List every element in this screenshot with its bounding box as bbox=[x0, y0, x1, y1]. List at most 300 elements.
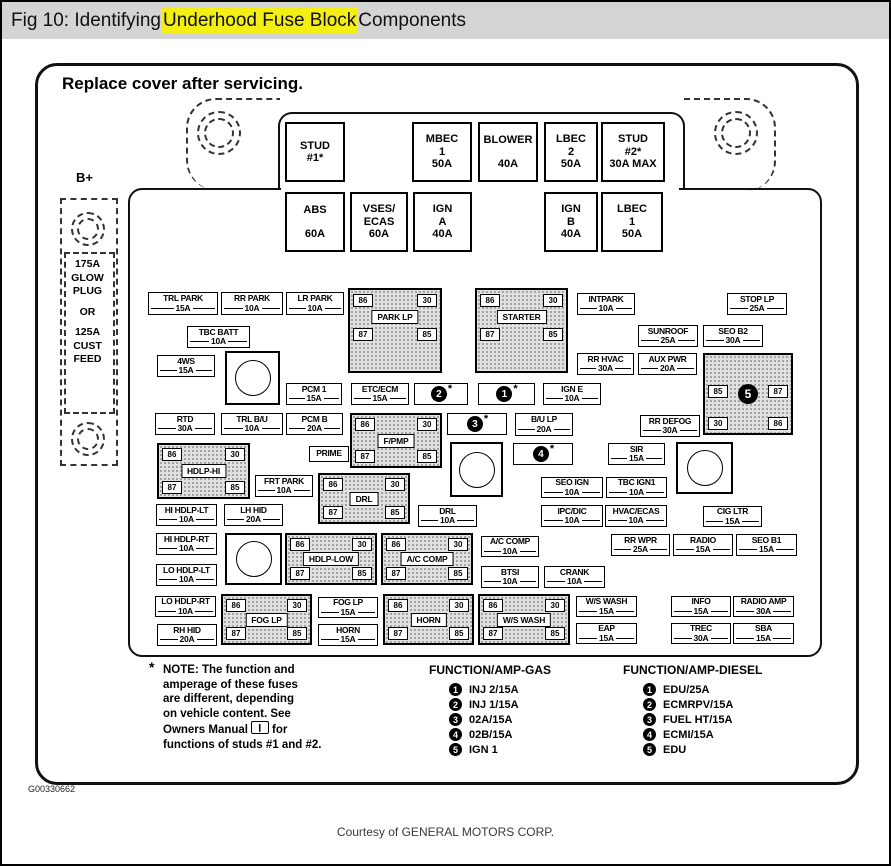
terminal-85: 85 bbox=[417, 328, 437, 341]
terminal-86: 86 bbox=[355, 418, 375, 431]
fuse-name: SUNROOF bbox=[647, 325, 689, 336]
maxi-fuse-line: LBEC bbox=[556, 133, 586, 146]
fuse-amp-value: 30A bbox=[693, 632, 709, 643]
fuse-amp-value: 10A bbox=[179, 543, 194, 554]
terminal-87: 87 bbox=[480, 328, 500, 341]
fuse-amp-value: 15A bbox=[372, 393, 388, 404]
fuse-rr-wpr bbox=[611, 534, 670, 556]
maxi-fuse-line: 50A bbox=[560, 158, 582, 171]
relay-socket bbox=[225, 351, 280, 405]
fuse-number-badge: 2 bbox=[431, 386, 447, 402]
terminal-30: 30 bbox=[287, 599, 307, 612]
fuse-amp bbox=[606, 516, 666, 525]
terminal-86: 86 bbox=[768, 417, 788, 430]
relay-socket bbox=[676, 442, 733, 494]
fuse-amp bbox=[319, 608, 377, 617]
fuse-name: HI HDLP-LT bbox=[164, 504, 209, 515]
fuse-name: TREC bbox=[690, 623, 712, 634]
fuse-info bbox=[671, 596, 731, 617]
function-label: ECMRPV/15A bbox=[663, 698, 734, 711]
fuse-amp bbox=[157, 575, 216, 584]
fuse-amp bbox=[728, 304, 786, 313]
side-feed-line: GLOW bbox=[71, 271, 104, 284]
fuse-amp bbox=[188, 337, 249, 346]
maxi-fuse-line: 30A MAX bbox=[609, 158, 657, 171]
fuse-sunroof bbox=[638, 325, 698, 347]
terminal-30: 30 bbox=[449, 599, 469, 612]
fuse-amp bbox=[672, 634, 730, 643]
terminal-85: 85 bbox=[417, 450, 437, 463]
fuse-amp-value: 10A bbox=[276, 485, 292, 496]
fuse-name: DRL bbox=[439, 505, 456, 516]
socket-circle-icon bbox=[236, 541, 272, 577]
fuse-lo-hdlp-lt bbox=[156, 564, 217, 586]
fuse-amp bbox=[704, 517, 761, 526]
terminal-87: 87 bbox=[355, 450, 375, 463]
terminal-85: 85 bbox=[352, 567, 372, 580]
function-number-badge: 1 bbox=[449, 683, 462, 696]
footnote-line: functions of studs #1 and #2. bbox=[163, 738, 322, 751]
relay-name: A/C COMP bbox=[401, 552, 454, 566]
function-label: FUEL HT/15A bbox=[663, 713, 733, 726]
maxi-fuse-stud-2-30a-max bbox=[601, 122, 665, 182]
fuse-hvac-ecas bbox=[605, 505, 667, 527]
terminal-86: 86 bbox=[386, 538, 406, 551]
relay-name: PARK LP bbox=[371, 310, 418, 324]
fuse-amp-value: 10A bbox=[502, 576, 518, 587]
figure-title-highlight: Underhood Fuse Block bbox=[161, 8, 358, 34]
side-feed-line: CUST bbox=[73, 339, 102, 352]
fuse-asterisk: * bbox=[513, 383, 518, 395]
terminal-85: 85 bbox=[385, 506, 405, 519]
fuse-amp-value: 10A bbox=[244, 302, 260, 313]
fuse-amp bbox=[612, 545, 669, 554]
fuse-amp-value: 10A bbox=[502, 545, 518, 556]
fuse-amp bbox=[156, 607, 215, 616]
fuse-trec bbox=[671, 623, 731, 644]
function-label: 02A/15A bbox=[469, 713, 513, 726]
maxi-fuse-line bbox=[287, 217, 343, 228]
function-number-badge: 4 bbox=[643, 728, 656, 741]
fuse-name: B/U LP bbox=[530, 414, 558, 425]
footnote-line: are different, depending bbox=[163, 693, 294, 705]
relay-socket bbox=[450, 442, 503, 497]
fuse-frt-park bbox=[255, 475, 313, 497]
relay-drl bbox=[318, 473, 410, 524]
fuse-name: RR DEFOG bbox=[648, 415, 692, 426]
terminal-87: 87 bbox=[290, 567, 310, 580]
function-label: INJ 1/15A bbox=[469, 698, 519, 711]
fuse-prime bbox=[309, 446, 349, 462]
fuse-amp bbox=[734, 634, 793, 643]
fuse-amp bbox=[482, 547, 538, 556]
fuse-amp-value: 30A bbox=[756, 605, 771, 616]
cover-note-text: Replace cover after servicing. bbox=[62, 74, 303, 93]
fuse-name: RADIO AMP bbox=[740, 596, 787, 607]
maxi-fuse-line: 40A bbox=[560, 228, 582, 241]
fuse-amp bbox=[158, 366, 214, 375]
fuse-amp bbox=[639, 364, 696, 373]
terminal-87: 87 bbox=[353, 328, 373, 341]
fuse-name: 4WS bbox=[177, 355, 195, 366]
fuse-amp bbox=[577, 634, 636, 643]
fuse-amp-value: 10A bbox=[440, 515, 455, 526]
fuse-seo-b1 bbox=[736, 534, 797, 556]
terminal-85: 85 bbox=[449, 627, 469, 640]
function-number-badge: 3 bbox=[643, 713, 656, 726]
terminal-87: 87 bbox=[768, 385, 788, 398]
fuse-amp-value: 15A bbox=[756, 632, 771, 643]
terminal-85: 85 bbox=[225, 481, 245, 494]
fuse-lo-hdlp-rt bbox=[155, 596, 216, 617]
terminal-30: 30 bbox=[417, 294, 437, 307]
fuse-hi-hdlp-rt bbox=[156, 533, 217, 555]
fuse-name: W/S WASH bbox=[585, 596, 628, 607]
fuse-amp-value: 25A bbox=[633, 544, 648, 555]
fuse-amp bbox=[222, 424, 282, 433]
terminal-86: 86 bbox=[483, 599, 503, 612]
fuse-amp-value: 10A bbox=[564, 486, 580, 497]
fuse-name: HVAC/ECAS bbox=[612, 505, 660, 516]
fuse-amp-value: 20A bbox=[307, 423, 322, 434]
fuse-trl-b-u bbox=[221, 413, 283, 435]
function-number-badge: 5 bbox=[449, 743, 462, 756]
terminal-87: 87 bbox=[323, 506, 343, 519]
fuse-amp-value: 15A bbox=[599, 605, 614, 616]
fuse-name: EAP bbox=[598, 623, 615, 634]
fuse-amp bbox=[222, 304, 282, 313]
fuse-btsi bbox=[481, 566, 539, 588]
fuse-amp bbox=[319, 635, 377, 644]
relay-name: HORN bbox=[410, 613, 446, 627]
fuse-amp bbox=[482, 577, 538, 586]
fuse-amp bbox=[158, 635, 216, 644]
maxi-fuse-line: IGN bbox=[432, 203, 453, 216]
terminal-85: 85 bbox=[545, 627, 565, 640]
fuse-etc-ecm bbox=[351, 383, 409, 405]
fuse-name: BTSI bbox=[500, 566, 520, 577]
side-feed-line: 125A bbox=[74, 326, 101, 338]
fuse-drl bbox=[418, 505, 477, 527]
fuse-asterisk: * bbox=[549, 443, 555, 455]
fuse-name: RR WPR bbox=[624, 534, 657, 545]
fuse-name: IPC/DIC bbox=[557, 505, 587, 516]
socket-circle-icon bbox=[235, 360, 271, 396]
terminal-30: 30 bbox=[708, 417, 728, 430]
fuse-number-badge: 1 bbox=[496, 386, 512, 402]
fuse-amp bbox=[704, 336, 762, 345]
fuse-amp-value: 10A bbox=[564, 393, 580, 404]
fuse-name: RR HVAC bbox=[587, 353, 624, 364]
maxi-fuse-vses-ecas-60a bbox=[350, 192, 408, 252]
fuse-lr-park bbox=[286, 292, 344, 315]
maxi-fuse-line: STUD bbox=[618, 133, 648, 146]
fuse-w-s-wash bbox=[576, 596, 637, 617]
fuse-amp bbox=[225, 515, 282, 524]
footnote-line: on vehicle content. See bbox=[163, 707, 291, 720]
fuse-a-c-comp bbox=[481, 536, 539, 557]
fuse-name: STOP LP bbox=[740, 293, 774, 304]
fuse-amp bbox=[542, 516, 602, 525]
fuse-name: HI HDLP-RT bbox=[163, 533, 210, 544]
fuse-amp bbox=[157, 544, 216, 553]
maxi-fuse-line: ECAS bbox=[363, 215, 395, 228]
fuse-stop-lp bbox=[727, 293, 787, 315]
relay-name: HDLP-LOW bbox=[303, 552, 359, 566]
fuse-amp bbox=[516, 425, 572, 434]
terminal-30: 30 bbox=[543, 294, 563, 307]
fuse-amp-value: 15A bbox=[759, 544, 774, 555]
fuse-amp-value: 10A bbox=[211, 336, 226, 347]
relay-name: DRL bbox=[350, 492, 379, 506]
fuse-name: RTD bbox=[176, 413, 194, 424]
fuse-name: SBA bbox=[754, 623, 773, 634]
fuse-name: SIR bbox=[629, 443, 644, 454]
maxi-fuse-abs-60a bbox=[285, 192, 345, 252]
terminal-85: 85 bbox=[543, 328, 563, 341]
maxi-fuse-line: 60A bbox=[304, 227, 326, 240]
footnote-manual-post: for bbox=[272, 724, 288, 736]
fuse-amp bbox=[157, 515, 216, 524]
relay-park-lp bbox=[348, 288, 442, 373]
fuse-amp bbox=[256, 486, 312, 495]
fuse-name: CIG LTR bbox=[716, 506, 749, 517]
maxi-fuse-ign-b-40a bbox=[544, 192, 598, 252]
fuse-number-badge: 4 bbox=[533, 446, 549, 462]
maxi-fuse-line: LBEC bbox=[617, 203, 647, 216]
fuse-name: TBC IGN1 bbox=[617, 477, 656, 488]
fuse-name: TRL PARK bbox=[163, 293, 203, 304]
fuse-amp-value: 15A bbox=[178, 365, 194, 376]
fuse-4ws bbox=[157, 355, 215, 377]
terminal-85: 85 bbox=[448, 567, 468, 580]
maxi-fuse-stud-1 bbox=[285, 122, 345, 182]
fuse-asterisk: * bbox=[483, 413, 489, 425]
figure-title-suffix: Components bbox=[358, 9, 466, 31]
fuse-amp-value: 30A bbox=[662, 425, 678, 436]
fuse-amp bbox=[609, 454, 664, 463]
fuse-name: A/C COMP bbox=[489, 536, 531, 547]
relay-5 bbox=[703, 353, 793, 435]
relay-f-pmp bbox=[350, 413, 442, 468]
fuse-aux-pwr bbox=[638, 353, 697, 375]
function-list-gas-title: FUNCTION/AMP-GAS bbox=[429, 663, 551, 677]
fuse-amp bbox=[287, 394, 341, 403]
maxi-fuse-line bbox=[480, 147, 536, 158]
terminal-86: 86 bbox=[480, 294, 500, 307]
terminal-86: 86 bbox=[226, 599, 246, 612]
relay-horn bbox=[383, 594, 474, 645]
side-feed-line: 175A bbox=[74, 258, 101, 270]
fuse-amp bbox=[641, 426, 699, 435]
fuse-amp bbox=[578, 364, 633, 373]
fuse-amp bbox=[734, 607, 793, 616]
fuse-name: CRANK bbox=[559, 566, 590, 577]
fuse-amp bbox=[639, 336, 697, 345]
maxi-fuse-line: #2* bbox=[624, 145, 642, 158]
terminal-86: 86 bbox=[353, 294, 373, 307]
fuse-amp-value: 10A bbox=[244, 423, 260, 434]
terminal-30: 30 bbox=[385, 478, 405, 491]
terminal-30: 30 bbox=[225, 448, 245, 461]
function-label: ECMI/15A bbox=[663, 728, 714, 741]
fuse-sba bbox=[733, 623, 794, 644]
fuse-amp bbox=[737, 545, 796, 554]
fuse-name: PCM B bbox=[301, 413, 328, 424]
function-label: EDU/25A bbox=[663, 683, 710, 696]
maxi-fuse-line: ABS bbox=[303, 204, 327, 216]
relay-name: F/PMP bbox=[378, 434, 415, 448]
fuse-name: LH HID bbox=[240, 504, 267, 515]
fuse-amp bbox=[287, 424, 342, 433]
fuse-name: AUX PWR bbox=[648, 353, 687, 364]
fuse-amp-value: 15A bbox=[340, 606, 356, 617]
terminal-86: 86 bbox=[290, 538, 310, 551]
fuse-amp-value: 10A bbox=[567, 576, 582, 587]
function-label: EDU bbox=[663, 743, 687, 756]
fuse-eap bbox=[576, 623, 637, 644]
fuse-pcm-1 bbox=[286, 383, 342, 405]
fuse-tbc-batt bbox=[187, 326, 250, 348]
footnote-line: NOTE: The function and bbox=[163, 664, 295, 676]
fuse-rr-park bbox=[221, 292, 283, 315]
maxi-fuse-line: 1 bbox=[438, 145, 446, 158]
fuse-amp-value: 15A bbox=[629, 453, 644, 464]
fuse-name: SEO B1 bbox=[751, 534, 782, 545]
fuse-amp-value: 20A bbox=[179, 634, 195, 645]
fuse-amp bbox=[542, 488, 602, 497]
numbered-fuse-1 bbox=[478, 383, 535, 405]
fuse-name: FOG LP bbox=[333, 597, 363, 608]
relay-starter bbox=[475, 288, 568, 373]
function-label: IGN 1 bbox=[469, 743, 498, 756]
maxi-fuse-line: 40A bbox=[432, 228, 453, 241]
relay-fog-lp bbox=[221, 594, 312, 645]
maxi-fuse-line: STUD bbox=[300, 139, 330, 152]
fuse-amp-value: 25A bbox=[660, 335, 676, 346]
maxi-fuse-line: BLOWER bbox=[483, 134, 533, 146]
terminal-30: 30 bbox=[352, 538, 372, 551]
footnote-asterisk: * bbox=[149, 659, 155, 675]
function-number-badge: 3 bbox=[449, 713, 462, 726]
fuse-name: PCM 1 bbox=[301, 383, 327, 394]
fuse-name: RR PARK bbox=[234, 293, 270, 304]
fuse-amp-value: 10A bbox=[179, 574, 194, 585]
fuse-amp-value: 15A bbox=[693, 605, 709, 616]
relay-name: HDLP-HI bbox=[181, 464, 226, 478]
fuse-amp bbox=[419, 516, 476, 525]
maxi-fuse-line: 50A bbox=[621, 228, 643, 241]
fuse-radio bbox=[673, 534, 733, 556]
numbered-fuse-3 bbox=[447, 413, 507, 435]
fuse-name: LO HDLP-RT bbox=[161, 596, 210, 607]
courtesy-line: Courtesy of GENERAL MOTORS CORP. bbox=[336, 825, 555, 839]
maxi-fuse-line: 50A bbox=[431, 158, 453, 171]
function-label: 02B/15A bbox=[469, 728, 513, 741]
fuse-name: RADIO bbox=[690, 534, 716, 545]
function-number-badge: 4 bbox=[449, 728, 462, 741]
terminal-30: 30 bbox=[545, 599, 565, 612]
relay-name: W/S WASH bbox=[497, 613, 551, 627]
function-number-badge: 2 bbox=[643, 698, 656, 711]
terminal-87: 87 bbox=[226, 627, 246, 640]
terminal-86: 86 bbox=[162, 448, 182, 461]
fuse-rr-hvac bbox=[577, 353, 634, 375]
relay-hdlp-hi bbox=[157, 443, 250, 499]
fuse-amp-value: 15A bbox=[306, 393, 322, 404]
fuse-rtd bbox=[155, 413, 215, 435]
fuse-amp-value: 25A bbox=[749, 303, 765, 314]
fuse-amp-value: 20A bbox=[246, 514, 261, 525]
fuse-name: HORN bbox=[336, 624, 360, 635]
maxi-fuse-line: IGN bbox=[561, 203, 581, 216]
fuse-amp-value: 20A bbox=[660, 363, 675, 374]
fuse-amp bbox=[577, 607, 636, 616]
fuse-intpark bbox=[577, 293, 635, 315]
maxi-fuse-blower-40a bbox=[478, 122, 538, 182]
relay-hdlp-low bbox=[285, 533, 377, 585]
terminal-30: 30 bbox=[417, 418, 437, 431]
fuse-horn bbox=[318, 624, 378, 646]
function-label: INJ 2/15A bbox=[469, 683, 519, 696]
fuse-name: INFO bbox=[691, 596, 711, 607]
fuse-amp-value: 15A bbox=[599, 632, 614, 643]
fuse-trl-park bbox=[148, 292, 218, 315]
fuse-amp-value: 20A bbox=[536, 423, 552, 434]
fuse-amp-value: 30A bbox=[725, 335, 741, 346]
relay-name: STARTER bbox=[496, 310, 546, 324]
fuse-asterisk: * bbox=[447, 383, 453, 395]
fuse-name: RH HID bbox=[173, 624, 201, 635]
maxi-fuse-line: 1 bbox=[628, 215, 636, 228]
terminal-85: 85 bbox=[287, 627, 307, 640]
maxi-fuse-line: VSES/ bbox=[362, 203, 396, 216]
fuse-name: LR PARK bbox=[297, 293, 333, 304]
fuse-amp bbox=[545, 577, 604, 586]
fuse-rr-defog bbox=[640, 415, 700, 437]
fuse-name: IGN E bbox=[561, 383, 583, 394]
fuse-crank bbox=[544, 566, 605, 588]
relay-w-s-wash bbox=[478, 594, 570, 645]
fuse-amp bbox=[674, 545, 732, 554]
fuse-number-badge: 3 bbox=[467, 416, 483, 432]
fuse-amp-value: 10A bbox=[178, 605, 193, 616]
figure-id: G00330662 bbox=[28, 784, 76, 794]
maxi-fuse-line: 40A bbox=[497, 157, 519, 170]
fuse-rh-hid bbox=[157, 624, 217, 646]
side-feed-line: FEED bbox=[73, 353, 102, 365]
numbered-fuse-2 bbox=[414, 383, 468, 405]
fuse-amp-value: 10A bbox=[628, 515, 644, 526]
fuse-sir bbox=[608, 443, 665, 465]
fuse-amp bbox=[352, 394, 408, 403]
terminal-87: 87 bbox=[162, 481, 182, 494]
fuse-amp-value: 15A bbox=[695, 544, 711, 555]
function-number-badge: 2 bbox=[449, 698, 462, 711]
fuse-amp bbox=[544, 394, 600, 403]
socket-circle-icon bbox=[459, 452, 495, 488]
fuse-amp-value: 10A bbox=[564, 515, 580, 526]
fuse-name: SEO IGN bbox=[555, 477, 589, 488]
maxi-fuse-line: #1* bbox=[306, 152, 324, 164]
terminal-85: 85 bbox=[708, 385, 728, 398]
function-number-badge: 1 bbox=[643, 683, 656, 696]
fuse-lh-hid bbox=[224, 504, 283, 526]
footnote-manual-pre: Owners Manual bbox=[163, 724, 248, 736]
fuse-hi-hdlp-lt bbox=[156, 504, 217, 526]
fuse-ign-e bbox=[543, 383, 601, 405]
maxi-fuse-mbec-1-50a bbox=[412, 122, 472, 182]
